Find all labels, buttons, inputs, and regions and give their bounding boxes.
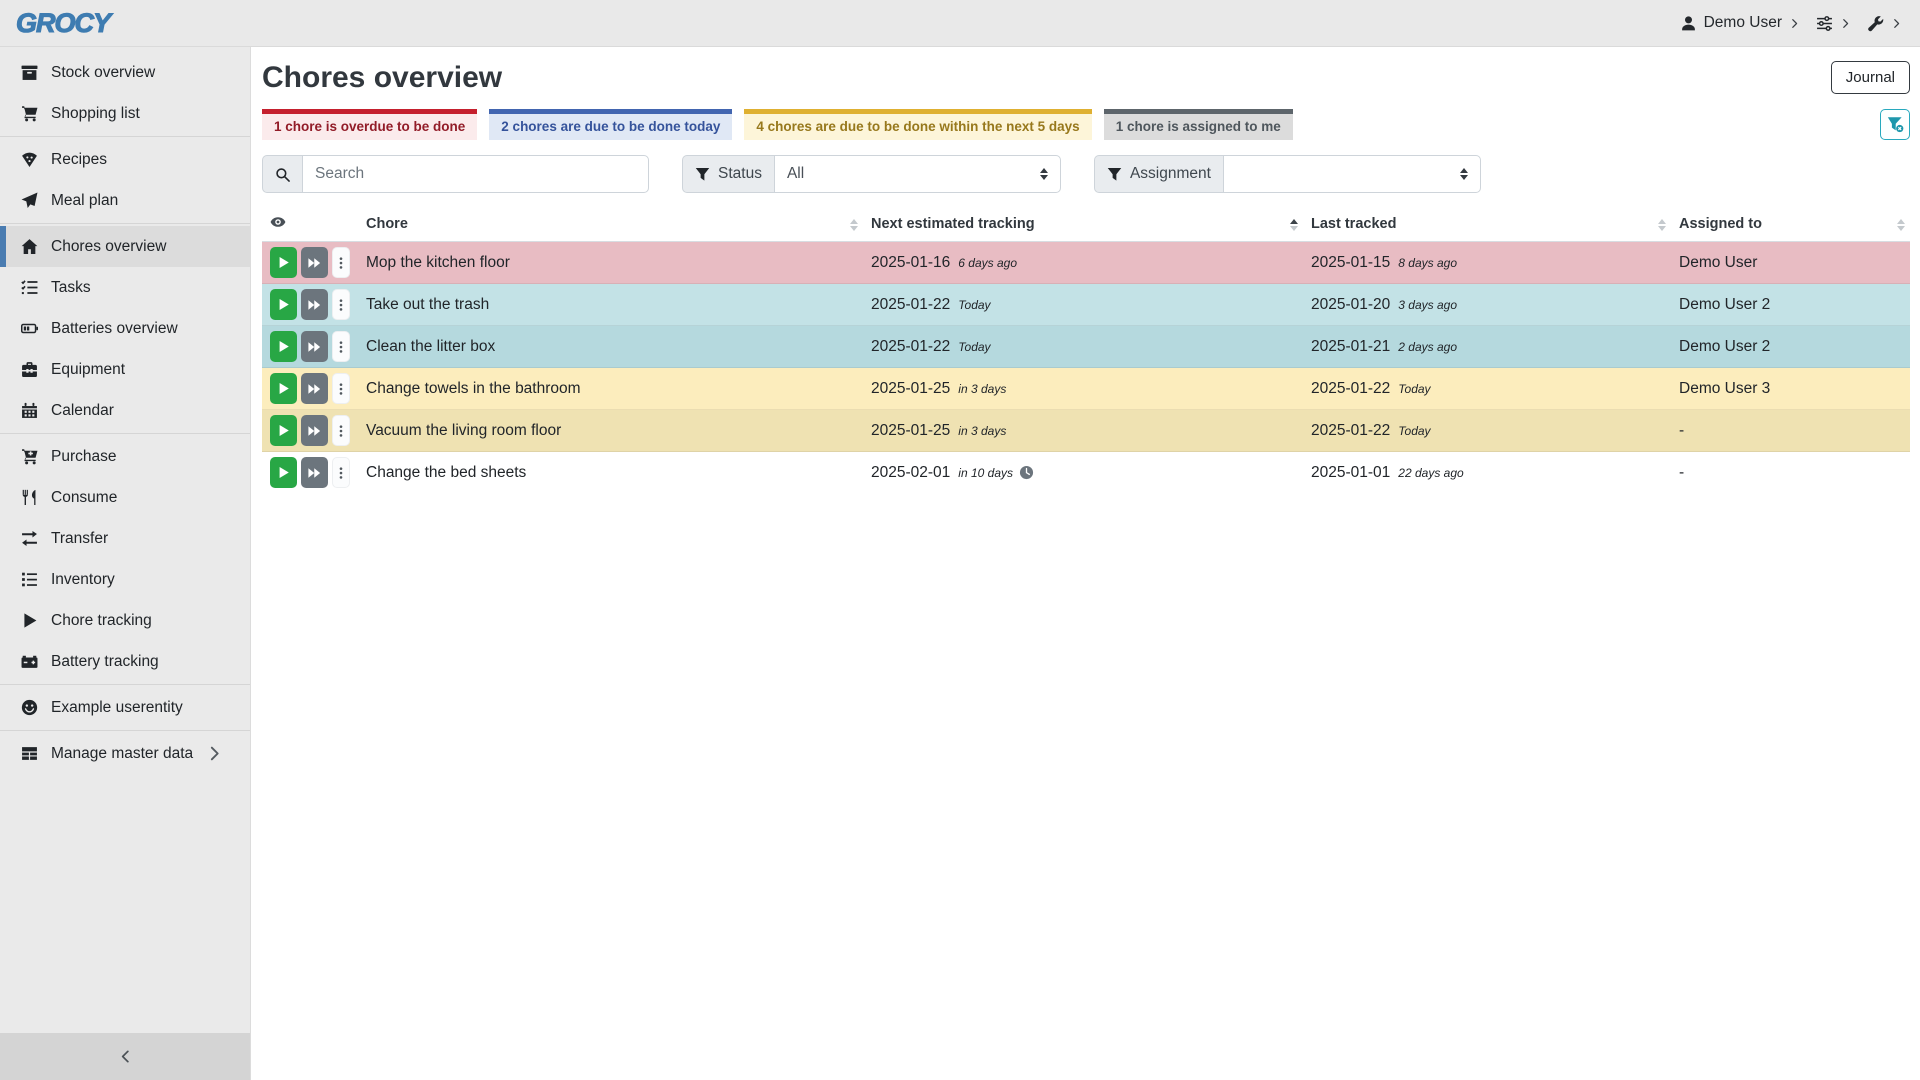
relative-time-note: 8 days ago [1398, 255, 1458, 270]
track-chore-execution-button[interactable] [270, 415, 297, 446]
actions-cell [262, 410, 358, 452]
actions-cell [262, 326, 358, 368]
chore-row [262, 410, 1910, 452]
sidebar-item-label: Recipes [51, 150, 107, 168]
relative-time-note: 2 days ago [1398, 339, 1458, 354]
chore-name: Clean the litter box [358, 326, 863, 368]
select-caret-icon [1040, 168, 1048, 180]
relative-time-note: Today [1398, 381, 1431, 396]
sidebar-item-label: Consume [51, 488, 118, 506]
funnel-x-icon [1887, 116, 1904, 133]
page-title: Chores overview [262, 61, 503, 94]
forward-icon [307, 382, 321, 396]
track-chore-execution-button[interactable] [270, 331, 297, 362]
summary-badge[interactable]: 1 chore is overdue to be done [262, 109, 477, 140]
user-name: Demo User [1703, 14, 1782, 31]
forward-icon [307, 340, 321, 354]
sidebar-item-label: Example userentity [51, 698, 183, 716]
topbar [0, 0, 1920, 47]
chores-table [262, 208, 1910, 493]
chore-row [262, 326, 1910, 368]
sidebar-item-stock-overview[interactable] [0, 52, 250, 93]
chore-row [262, 242, 1910, 284]
forward-icon [307, 466, 321, 480]
track-chore-execution-button[interactable] [270, 457, 297, 488]
summary-badges [262, 109, 1910, 140]
skip-chore-button[interactable] [301, 331, 328, 362]
relative-time-note: in 3 days [958, 423, 1007, 438]
sidebar-divider [0, 223, 250, 224]
sidebar-item-manage-master-data[interactable] [0, 733, 250, 774]
sidebar-item-recipes[interactable] [0, 139, 250, 180]
chevron-left-icon [118, 1049, 133, 1064]
sort-arrows-icon [1658, 219, 1666, 231]
tasks-icon [18, 279, 40, 296]
paper-plane-icon [18, 192, 40, 209]
skip-chore-button[interactable] [301, 373, 328, 404]
car-battery-icon [18, 653, 40, 670]
column-header-last-tracked[interactable]: Last tracked [1303, 208, 1671, 242]
track-chore-execution-button[interactable] [270, 247, 297, 278]
chore-menu-button[interactable] [332, 289, 350, 320]
sidebar-item-label: Tasks [51, 278, 91, 296]
sidebar-divider [0, 684, 250, 685]
chore-menu-button[interactable] [332, 247, 350, 278]
chore-row [262, 368, 1910, 410]
skip-chore-button[interactable] [301, 457, 328, 488]
utensils-icon [18, 489, 40, 506]
sidebar-item-meal-plan[interactable] [0, 180, 250, 221]
actions-cell [262, 368, 358, 410]
transfer-icon [18, 530, 40, 547]
sidebar-item-label: Chore tracking [51, 611, 152, 629]
battery-icon [18, 320, 40, 337]
last-tracked-cell: 2025-01-20 3 days ago [1303, 284, 1671, 326]
chevron-right-icon [203, 745, 225, 762]
chevron-right-icon [1789, 18, 1800, 29]
person-icon [1680, 15, 1697, 32]
relative-time-note: Today [1398, 423, 1431, 438]
ellipsis-v-icon [334, 298, 348, 312]
sort-arrows-icon [1897, 219, 1905, 231]
sidebar-item-equipment[interactable] [0, 349, 250, 390]
sidebar-divider [0, 136, 250, 137]
ellipsis-v-icon [334, 466, 348, 480]
sidebar-item-label: Battery tracking [51, 652, 159, 670]
sidebar-divider [0, 730, 250, 731]
last-tracked-cell: 2025-01-22 Today [1303, 410, 1671, 452]
user-menu[interactable] [1680, 14, 1800, 32]
cart-icon [18, 105, 40, 122]
sidebar-item-label: Batteries overview [51, 319, 178, 337]
sidebar-item-consume[interactable] [0, 477, 250, 518]
sidebar-item-label: Meal plan [51, 191, 119, 209]
smiley-icon [18, 699, 40, 716]
sort-arrows-icon [850, 219, 858, 231]
sidebar-item-transfer[interactable] [0, 518, 250, 559]
forward-icon [307, 256, 321, 270]
play-icon [18, 612, 40, 629]
play-icon [277, 298, 290, 311]
last-tracked-cell: 2025-01-01 22 days ago [1303, 452, 1671, 494]
chore-name: Take out the trash [358, 284, 863, 326]
sort-arrows-icon [1290, 219, 1298, 231]
relative-time-note: Today [958, 339, 991, 354]
play-icon [277, 256, 290, 269]
assigned-to-cell: Demo User 2 [1671, 284, 1910, 326]
assignment-prepend [1094, 155, 1223, 193]
relative-time-note: in 3 days [958, 381, 1007, 396]
journal-button[interactable]: Journal [1831, 61, 1910, 94]
track-chore-execution-button[interactable] [270, 373, 297, 404]
assigned-to-cell: Demo User 2 [1671, 326, 1910, 368]
actions-cell [262, 452, 358, 494]
column-header-assigned-to[interactable]: Assigned to [1671, 208, 1910, 242]
sidebar-item-label: Shopping list [51, 104, 140, 122]
sidebar-item-chore-tracking[interactable] [0, 600, 250, 641]
last-tracked-cell: 2025-01-21 2 days ago [1303, 326, 1671, 368]
next-estimated-tracking-cell: 2025-01-22 Today [863, 326, 1303, 368]
sidebar-nav [0, 47, 250, 1033]
relative-time-note: 6 days ago [958, 255, 1018, 270]
assigned-to-cell: Demo User [1679, 253, 1758, 271]
status-filter-label: Status [718, 165, 762, 182]
assigned-to-cell: - [1671, 452, 1910, 494]
forward-icon [307, 298, 321, 312]
ellipsis-v-icon [334, 340, 348, 354]
assignment-filter-group [1094, 155, 1481, 193]
skip-chore-button[interactable] [301, 247, 328, 278]
summary-badge[interactable]: 2 chores are due to be done today [489, 109, 732, 140]
chore-menu-button[interactable] [332, 331, 350, 362]
ellipsis-v-icon [334, 382, 348, 396]
sidebar-item-tasks[interactable] [0, 267, 250, 308]
play-icon [277, 424, 290, 437]
assignment-filter-label: Assignment [1129, 165, 1211, 182]
skip-chore-button[interactable] [301, 289, 328, 320]
summary-badge[interactable]: 4 chores are due to be done within the next 5 days [744, 109, 1091, 140]
relative-time-note: in 10 days [958, 465, 1013, 480]
sidebar-collapse-button[interactable] [0, 1033, 250, 1080]
status-prepend [682, 155, 774, 193]
column-header-next-estimated-tracking[interactable]: Next estimated tracking [863, 208, 1303, 242]
clear-filters-button[interactable] [1880, 109, 1910, 140]
chore-row [262, 452, 1910, 494]
last-tracked-cell: 2025-01-15 8 days ago [1311, 253, 1458, 271]
sidebar-item-chores-overview[interactable] [0, 226, 250, 267]
sidebar-item-label: Transfer [51, 529, 109, 547]
relative-time-note: 22 days ago [1398, 465, 1464, 480]
topbar-menu [1680, 14, 1902, 32]
actions-cell [262, 284, 358, 326]
chore-menu-button[interactable] [332, 415, 350, 446]
sidebar-item-label: Calendar [51, 401, 114, 419]
clock-icon [1019, 465, 1034, 480]
play-icon [277, 340, 290, 353]
sliders-icon [1816, 15, 1833, 32]
home-icon [18, 238, 40, 255]
sidebar-item-label: Purchase [51, 447, 117, 465]
funnel-icon [695, 167, 710, 182]
sidebar-item-label: Manage master data [51, 744, 194, 762]
summary-badge[interactable]: 1 chore is assigned to me [1104, 109, 1293, 140]
table-header-row [262, 208, 1910, 242]
status-select[interactable] [774, 155, 1061, 193]
play-icon [277, 382, 290, 395]
search-icon [275, 167, 290, 182]
sidebar-item-example-userentity[interactable] [0, 687, 250, 728]
admin-menu[interactable] [1867, 15, 1902, 32]
sidebar-item-inventory[interactable] [0, 559, 250, 600]
sidebar-divider [0, 433, 250, 434]
pizza-icon [18, 151, 40, 168]
next-estimated-tracking-cell: 2025-01-25 in 3 days [863, 410, 1303, 452]
page-head [262, 57, 1910, 105]
assignment-select[interactable] [1223, 155, 1481, 193]
search-group [262, 155, 649, 193]
next-estimated-tracking-cell: 2025-01-25 in 3 days [863, 368, 1303, 410]
toolbox-icon [18, 361, 40, 378]
funnel-icon [1107, 167, 1122, 182]
chore-row [262, 284, 1910, 326]
chevron-right-icon [1840, 18, 1851, 29]
next-estimated-tracking-cell: 2025-01-16 6 days ago [871, 253, 1018, 271]
chore-menu-button[interactable] [332, 373, 350, 404]
next-estimated-tracking-cell: 2025-01-22 Today [863, 284, 1303, 326]
search-input[interactable] [302, 155, 649, 193]
assigned-to-cell: - [1671, 410, 1910, 452]
status-filter-group [682, 155, 1061, 193]
cart-plus-icon [18, 448, 40, 465]
settings-menu[interactable] [1816, 15, 1851, 32]
assigned-to-cell: Demo User 3 [1671, 368, 1910, 410]
status-select-value: All [786, 165, 805, 182]
sidebar-item-purchase[interactable] [0, 436, 250, 477]
skip-chore-button[interactable] [301, 415, 328, 446]
table-icon [18, 745, 40, 762]
sidebar-item-shopping-list[interactable] [0, 93, 250, 134]
play-icon [277, 466, 290, 479]
relative-time-note: Today [958, 297, 991, 312]
sidebar-item-batteries-overview[interactable] [0, 308, 250, 349]
chore-name: Mop the kitchen floor [366, 253, 510, 271]
relative-time-note: 3 days ago [1398, 297, 1458, 312]
eye-icon [270, 214, 286, 230]
sidebar-item-label: Equipment [51, 360, 126, 378]
track-chore-execution-button[interactable] [270, 289, 297, 320]
chores-table-body [262, 242, 1910, 494]
select-caret-icon [1460, 168, 1468, 180]
forward-icon [307, 424, 321, 438]
wrench-icon [1867, 15, 1884, 32]
next-estimated-tracking-cell: 2025-02-01 in 10 days [863, 452, 1303, 494]
chore-menu-button[interactable] [332, 457, 350, 488]
filters-row [262, 155, 1910, 193]
chore-name: Vacuum the living room floor [358, 410, 863, 452]
sidebar-item-label: Chores overview [51, 237, 167, 255]
chevron-right-icon [1891, 18, 1902, 29]
last-tracked-cell: 2025-01-22 Today [1303, 368, 1671, 410]
search-prepend [262, 155, 302, 193]
ellipsis-v-icon [334, 256, 348, 270]
sidebar-item-label: Stock overview [51, 63, 156, 81]
actions-cell [262, 242, 358, 284]
calendar-icon [18, 402, 40, 419]
sidebar-item-label: Inventory [51, 570, 115, 588]
table-wrap [262, 208, 1910, 493]
column-header-chore[interactable]: Chore [358, 208, 863, 242]
sidebar-item-battery-tracking[interactable] [0, 641, 250, 682]
ellipsis-v-icon [334, 424, 348, 438]
chore-name: Change towels in the bathroom [358, 368, 863, 410]
box-icon [18, 64, 40, 81]
column-header-visibility [262, 208, 358, 242]
chore-name: Change the bed sheets [358, 452, 863, 494]
app-logo[interactable]: GROCY [16, 7, 111, 38]
sidebar-item-calendar[interactable] [0, 390, 250, 431]
main-content [252, 47, 1920, 1080]
list-icon [18, 571, 40, 588]
sidebar [0, 47, 251, 1080]
